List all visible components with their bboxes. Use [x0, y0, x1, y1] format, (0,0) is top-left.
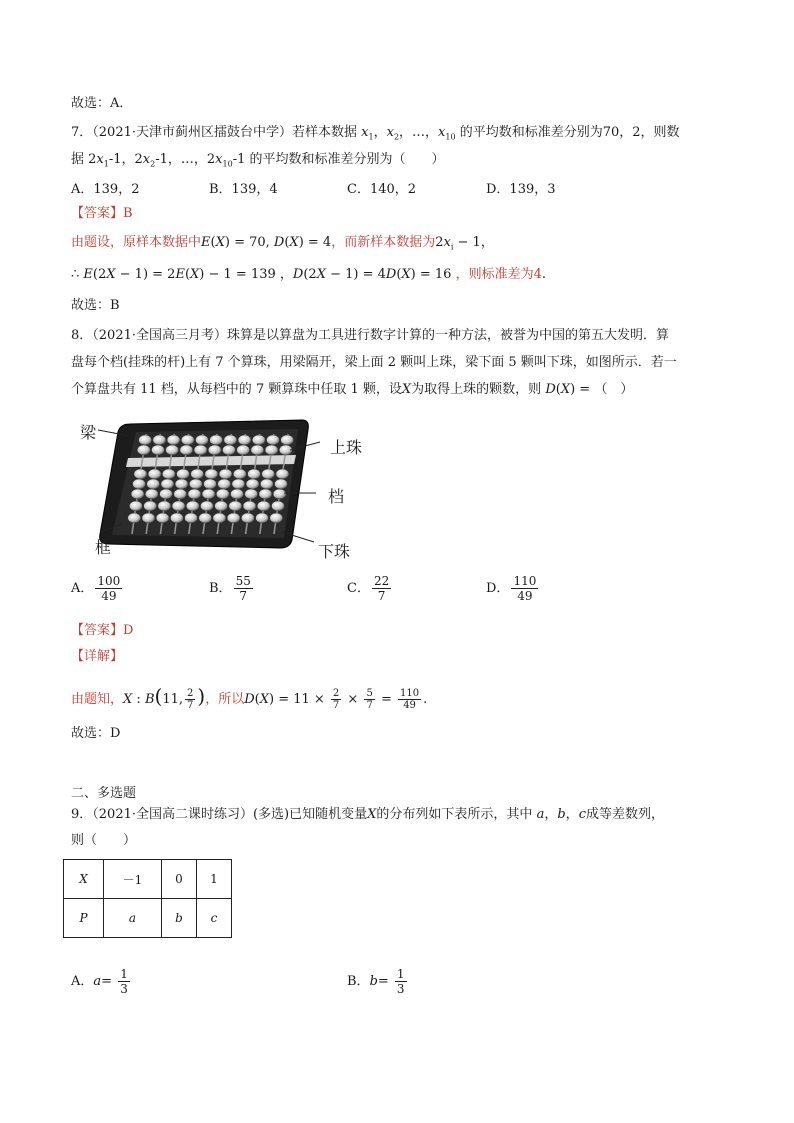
q7-stem-c: 的平均数和标准差分别为（ ）	[249, 152, 445, 167]
lower-bead	[227, 513, 240, 523]
lower-bead	[147, 479, 160, 489]
lower-bead	[174, 489, 187, 499]
lower-bead	[156, 513, 169, 523]
q7-solution-line1: 由题设，原样本数据中E(X) = 70, D(X) = 4，而新样本数据为$2x_i - 1$，	[71, 235, 494, 252]
q9-line1-b: 的分布列如下表所示，其中	[376, 807, 533, 822]
lower-bead	[231, 489, 244, 499]
upper-bead	[237, 445, 250, 455]
q6-conclusion: 故选：A．	[71, 96, 133, 111]
lower-bead	[189, 479, 202, 489]
lower-bead	[160, 489, 173, 499]
lower-bead	[185, 513, 198, 523]
lower-bead	[215, 501, 228, 511]
label-frame: 框	[95, 538, 112, 557]
lower-bead	[161, 479, 174, 489]
q8-line3-b: 为取得上珠的颗数，则	[411, 382, 542, 397]
q7-sol1-b: ，而新样本数据为	[331, 235, 436, 250]
lower-bead	[162, 469, 175, 479]
lower-bead	[219, 469, 232, 479]
upper-bead	[167, 435, 180, 445]
lower-bead	[199, 513, 212, 523]
upper-bead	[251, 445, 264, 455]
lower-bead	[172, 501, 185, 511]
lower-bead	[270, 513, 283, 523]
lower-bead	[243, 501, 256, 511]
lower-bead	[232, 479, 245, 489]
table-row	[64, 899, 232, 938]
upper-bead	[265, 445, 278, 455]
upper-bead	[224, 435, 237, 445]
lower-bead	[229, 501, 242, 511]
lower-bead	[205, 469, 218, 479]
q9-option-a: A．a= $\frac{1}{3}$	[71, 967, 128, 996]
q7-option-a: A．139，2	[71, 182, 140, 197]
upper-bead	[252, 435, 265, 445]
lower-bead	[145, 489, 158, 499]
lower-bead	[271, 501, 284, 511]
lower-bead	[248, 469, 261, 479]
q7-sol2-a: ，则标准差为	[455, 267, 534, 282]
table-cell: a	[104, 899, 162, 938]
q7-sol1-a: 由题设，原样本数据中	[71, 235, 202, 250]
q8-line3-c: （ ）	[594, 382, 634, 397]
q8-option-a: A． $\frac{100}{49}$	[71, 574, 121, 603]
lower-bead	[188, 489, 201, 499]
upper-bead	[137, 445, 150, 455]
lower-bead	[257, 501, 270, 511]
section-title: 二、多选题	[71, 786, 137, 801]
lower-bead	[246, 479, 259, 489]
q8-stem-line1: 8．（2021·全国高三月考）珠算是以算盘为工具进行数字计算的一种方法，被誉为中国的第五大发明．算	[71, 328, 669, 343]
lower-bead	[204, 479, 217, 489]
lower-bead	[241, 513, 254, 523]
table-cell: X	[64, 860, 104, 899]
q8-line3-a: 个算盘共有 11 档，从每档中的 7 颗算珠中任取 1 颗，设	[71, 382, 402, 397]
upper-bead	[153, 435, 166, 445]
lower-bead	[218, 479, 231, 489]
lower-bead	[129, 501, 142, 511]
upper-bead	[166, 445, 179, 455]
lower-bead	[134, 469, 147, 479]
table-cell: P	[64, 899, 104, 938]
q7-option-b: B．139，4	[209, 182, 278, 197]
label-upper-bead: 上珠	[330, 438, 363, 457]
q9-option-b: B．b= $\frac{1}{3}$	[347, 967, 405, 996]
lower-bead	[216, 489, 229, 499]
lower-bead	[200, 501, 213, 511]
q9-line1-c: 成等差数列，	[585, 807, 664, 822]
lower-bead	[262, 469, 275, 479]
table-cell: －1	[104, 860, 162, 899]
lower-bead	[213, 513, 226, 523]
q9-stem-line2: 则（ ）	[71, 833, 137, 848]
q8-sol-b: ，所以	[205, 692, 245, 707]
q7-stem-b: 的平均数和标准差分别为70，2，则数	[459, 125, 680, 140]
label-beam: 梁	[80, 423, 97, 442]
lower-bead	[259, 489, 272, 499]
lower-bead	[191, 469, 204, 479]
upper-bead	[238, 435, 251, 445]
lower-bead	[177, 469, 190, 479]
upper-bead	[210, 435, 223, 445]
lower-bead	[233, 469, 246, 479]
lower-bead	[245, 489, 258, 499]
q8-sol-a: 由题知，	[71, 692, 124, 707]
q7-solution-line2: ∴ E(2X − 1) = 2E(X) − 1 = 139 ，D(2X − 1) = 4D(X) = 16 ，则标准差为4.	[71, 267, 547, 282]
q7-option-c: C．140，2	[347, 182, 417, 197]
lower-bead	[148, 469, 161, 479]
q8-option-b: B． $\frac{55}{7}$	[209, 574, 251, 603]
lower-bead	[133, 479, 146, 489]
table-cell: 0	[162, 860, 197, 899]
q9-stem-line1: 9．（2021·全国高二课时练习）(多选)已知随机变量X的分布列如下表所示，其中 a，b，c成等差数列，	[71, 807, 664, 822]
distribution-table	[63, 859, 232, 938]
lower-bead	[186, 501, 199, 511]
q8-conclusion: 故选：D	[71, 726, 121, 741]
q7-answer-label: 【答案】B	[71, 206, 133, 221]
q7-stem-line1: 7．（2021·天津市蓟州区擂鼓台中学）若样本数据 $x_1$，$x_2$，…，$x_{10}$ 的平均数和标准差分别为70，2，则数	[71, 125, 680, 142]
table-cell: b	[162, 899, 197, 938]
lower-bead	[275, 479, 288, 489]
label-rod: 档	[328, 487, 345, 506]
upper-bead	[208, 445, 221, 455]
lower-bead	[202, 489, 215, 499]
q8-detail-label: 【详解】	[71, 649, 124, 664]
label-lower-bead: 下珠	[318, 542, 351, 561]
q8-stem-line3: 个算盘共有 11 档，从每档中的 7 颗算珠中任取 1 颗，设X为取得上珠的颗数，则 D(X) = （ ）	[71, 382, 634, 397]
q8-answer-label: 【答案】D	[71, 623, 134, 638]
upper-bead	[181, 435, 194, 445]
lower-bead	[256, 513, 269, 523]
q7-option-d: D．139，3	[486, 182, 556, 197]
upper-bead	[266, 435, 279, 445]
q8-solution: 由题知，X : B(11, $\frac{2}{7}$ )，所以D(X) = 11 × $\frac{2}{7}$ × $\frac{5}{7}$ = $\frac{110}{49}$ .	[71, 684, 428, 711]
upper-bead	[281, 435, 294, 445]
lower-bead	[260, 479, 273, 489]
lower-bead	[175, 479, 188, 489]
lower-bead	[131, 489, 144, 499]
lower-bead	[142, 513, 155, 523]
upper-bead	[151, 445, 164, 455]
table-row	[64, 860, 232, 899]
table-cell: c	[197, 899, 232, 938]
q9-line1-a: 9．（2021·全国高二课时练习）(多选)已知随机变量	[71, 807, 368, 822]
q8-stem-line2: 盘每个档(挂珠的杆)上有 7 个算珠，用梁隔开，梁上面 2 颗叫上珠，梁下面 5 颗叫下珠，如图所示．若一	[71, 355, 677, 370]
upper-bead	[180, 445, 193, 455]
upper-bead	[139, 435, 152, 445]
lower-bead	[276, 469, 289, 479]
table-cell: 1	[197, 860, 232, 899]
lower-bead	[273, 489, 286, 499]
upper-bead	[222, 445, 235, 455]
q7-stem-a: 7．（2021·天津市蓟州区擂鼓台中学）若样本数据	[71, 125, 357, 140]
upper-bead	[194, 445, 207, 455]
lower-bead	[144, 501, 157, 511]
q8-option-c: C． $\frac{22}{7}$	[347, 574, 390, 603]
q7-sol2-b: 4	[533, 267, 542, 282]
lower-bead	[170, 513, 183, 523]
lower-bead	[128, 513, 141, 523]
upper-bead	[195, 435, 208, 445]
lower-bead	[158, 501, 171, 511]
q8-option-d: D． $\frac{110}{49}$	[486, 574, 537, 603]
q7-stem-line2: 据 $2x_1-1$，$2x_2-1$，…，$2x_{10}-1$ 的平均数和标准差分别为（ ）	[71, 152, 445, 169]
q7-conclusion: 故选：B	[71, 298, 120, 313]
